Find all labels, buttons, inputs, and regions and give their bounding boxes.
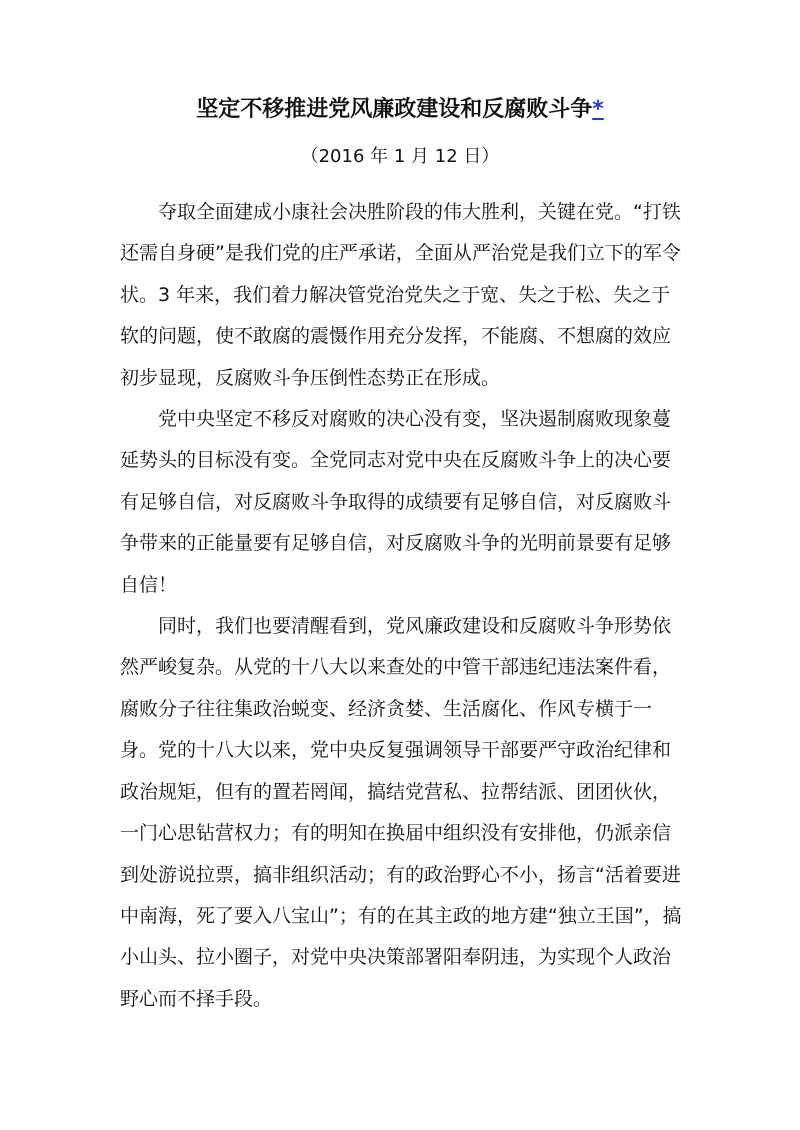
paragraph-line: 然严峻复杂。从党的十八大以来查处的中管干部违纪违法案件看， [120, 656, 672, 679]
paragraph-line: 一门心思钻营权力；有的明知在换届中组织没有安排他，仍派亲信 [120, 822, 672, 845]
paragraph-line: 争带来的正能量要有足够自信，对反腐败斗争的光明前景要有足够 [120, 532, 672, 555]
paragraph-line: 党中央坚定不移反对腐败的决心没有变，坚决遏制腐败现象蔓 [158, 408, 672, 431]
paragraph-line: 延势头的目标没有变。全党同志对党中央在反腐败斗争上的决心要 [120, 449, 672, 472]
paragraph-line: 身。党的十八大以来，党中央反复强调领导干部要严守政治纪律和 [120, 739, 672, 762]
paragraph-line: 还需自身硬”是我们党的庄严承诺，全面从严治党是我们立下的军令 [120, 242, 681, 265]
paragraph [120, 192, 700, 399]
paragraph [120, 399, 700, 606]
paragraph-line: 软的问题，使不敢腐的震慑作用充分发挥，不能腐、不想腐的效应 [120, 325, 672, 348]
paragraph-line: 政治规矩，但有的置若罔闻，搞结党营私、拉帮结派、团团伙伙， [120, 780, 672, 803]
document-title [0, 94, 800, 126]
paragraph-line: 夺取全面建成小康社会决胜阶段的伟大胜利，关键在党。“打铁 [158, 201, 681, 223]
paragraph-line: 腐败分子往往集政治蜕变、经济贪婪、生活腐化、作风专横于一 [120, 697, 653, 720]
paragraph [120, 606, 700, 1020]
paragraph-line: 自信！ [120, 573, 178, 596]
paragraph-line: 中南海，死了要入八宝山”；有的在其主政的地方建“独立王国”，搞 [120, 904, 682, 927]
document-body [120, 192, 700, 1020]
paragraph-line: 同时，我们也要清醒看到，党风廉政建设和反腐败斗争形势依 [158, 615, 672, 638]
footnote-link[interactable]: * [592, 97, 604, 122]
paragraph-line: 初步显现，反腐败斗争压倒性态势正在形成。 [120, 366, 501, 389]
paragraph-line: 到处游说拉票，搞非组织活动；有的政治野心不小，扬言“活着要进 [120, 863, 681, 886]
paragraph-line: 小山头、拉小圈子，对党中央决策部署阳奉阴违，为实现个人政治 [120, 946, 672, 969]
title-text: 坚定不移推进党风廉政建设和反腐败斗争 [196, 97, 593, 122]
document-date: （2016 年 1 月 12 日） [300, 146, 500, 167]
paragraph-line: 有足够自信，对反腐败斗争取得的成绩要有足够自信，对反腐败斗 [120, 490, 672, 513]
paragraph-line: 状。3 年来，我们着力解决管党治党失之于宽、失之于松、失之于 [120, 283, 671, 306]
paragraph-line: 野心而不择手段。 [120, 987, 273, 1010]
